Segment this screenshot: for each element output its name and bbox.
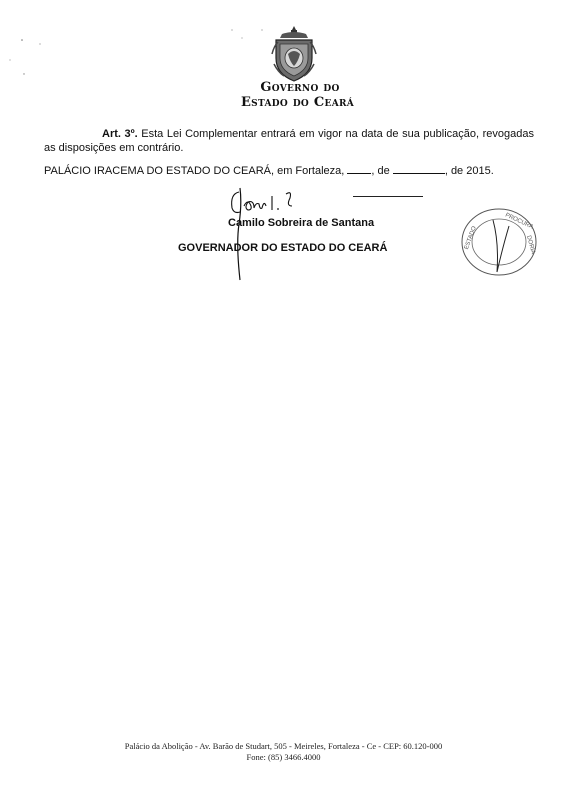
article-text: Esta Lei Complementar entrará em vigor na data de sua publicação, revogadas as disposições em contrário. [44,128,534,154]
handwritten-signature [226,184,304,284]
header-line-2: Estado do Ceará [240,95,355,110]
svg-text:DORIA: DORIA [525,234,536,255]
closing-line [44,163,544,178]
state-coat-of-arms-icon [268,24,320,84]
header-line-1: Governo do [260,80,340,95]
day-blank [347,163,371,174]
svg-text:PROCURA: PROCURA [504,212,534,231]
article-paragraph [44,127,534,155]
signer-title: GOVERNADOR DO ESTADO DO CEARÁ [178,242,388,254]
closing-year: , de 2015. [444,165,494,177]
article-label: Art. 3º. [102,128,138,140]
signer-name: Camilo Sobreira de Santana [228,217,375,229]
footer-address: Palácio da Abolição - Av. Barão de Studart, 505 - Meireles, Fortaleza - Ce - CEP: 60.120-000 [124,741,443,751]
svg-text:ESTADO: ESTADO [463,225,478,251]
procuradoria-seal-stamp [459,206,539,278]
month-blank [393,163,445,174]
footer-phone: Fone: (85) 3466.4000 [246,752,321,762]
signature-stroke [353,196,423,197]
closing-de: , de [371,165,390,177]
closing-place: PALÁCIO IRACEMA DO ESTADO DO CEARÁ, em Fortaleza, [44,165,345,177]
